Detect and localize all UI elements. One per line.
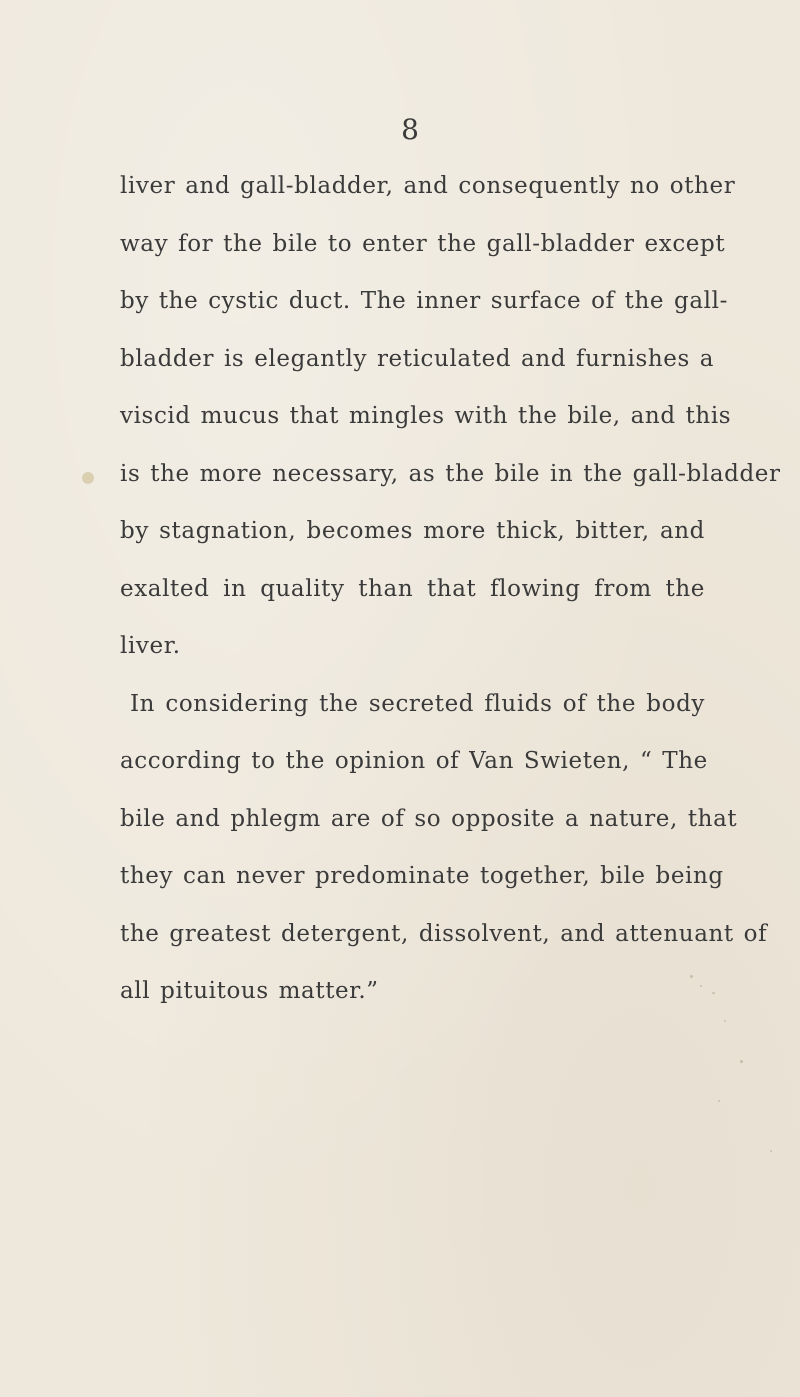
text-line: bile and phlegm are of so opposite a nature, that <box>120 805 738 832</box>
text-line: by the cystic duct. The inner surface of the gall- <box>120 288 728 314</box>
paragraph-start-line: In considering the secreted fluids of the body <box>130 690 705 717</box>
text-line: exalted in quality than that flowing from the <box>120 575 705 602</box>
text-line: bladder is elegantly reticulated and furnishes a <box>120 345 715 372</box>
text-line: way for the bile to enter the gall-bladder except <box>120 230 726 257</box>
paper-speck <box>740 1060 743 1063</box>
paper-speck <box>718 1100 720 1102</box>
text-line: viscid mucus that mingles with the bile, and this <box>120 403 732 429</box>
paper-speck <box>712 992 715 994</box>
paper-speck <box>700 985 702 987</box>
text-line: is the more necessary, as the bile in the gall-bladder <box>120 460 781 487</box>
text-line: the greatest detergent, dissolvent, and attenuant of <box>120 920 768 947</box>
text-line: all pituitous matter.” <box>120 978 379 1004</box>
text-line: according to the opinion of Van Swieten, “ The <box>120 748 708 774</box>
paper-speck <box>690 975 693 978</box>
body-text <box>120 158 781 1021</box>
paper-speck <box>724 1020 726 1022</box>
text-line: liver. <box>120 633 181 659</box>
paper-speck <box>770 1150 772 1152</box>
paper-speck <box>82 472 94 484</box>
text-line: liver and gall-bladder, and consequently no other <box>120 173 736 199</box>
text-line: by stagnation, becomes more thick, bitter, and <box>120 518 705 544</box>
page-number: 8 <box>401 113 419 146</box>
text-line: they can never predominate together, bile being <box>120 863 724 889</box>
